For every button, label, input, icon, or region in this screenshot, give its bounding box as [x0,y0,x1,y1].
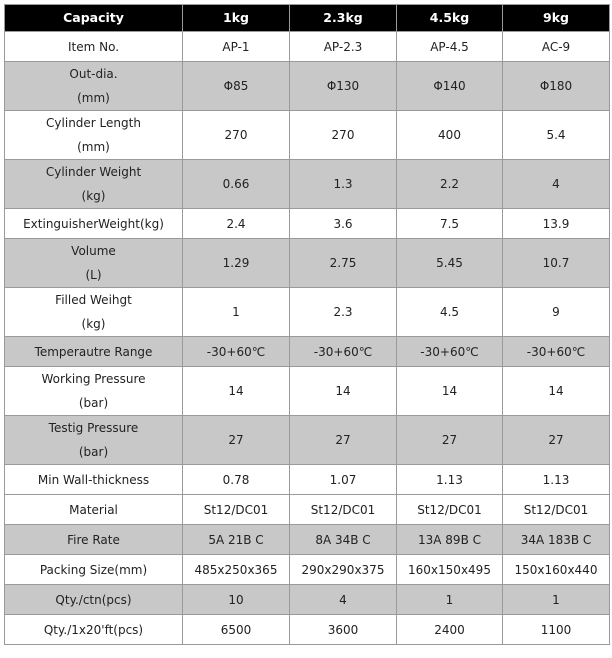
row-label-text: Temperautre Range [34,344,153,359]
cell-value: 27 [397,416,503,465]
row-label-text: Cylinder Length [46,116,141,130]
row-label [5,525,183,555]
cell-value: 14 [503,367,610,416]
cell-value: Φ85 [183,62,290,111]
cell-value: 160x150x495 [397,555,503,585]
row-label-unit: (mm) [77,91,110,105]
cell-value: 0.66 [183,160,290,209]
row-label-text: Testig Pressure [48,421,139,435]
cell-value: 2.4 [183,209,290,239]
cell-value: 14 [183,367,290,416]
row-label-text: Material [69,502,118,517]
cell-value: 3.6 [290,209,397,239]
table-row [5,555,610,585]
cell-value: -30+60℃ [183,337,290,367]
table-row [5,615,610,645]
table-row [5,585,610,615]
cell-value: 34A 183B C [503,525,610,555]
cell-value: 2400 [397,615,503,645]
row-label-unit: (kg) [81,189,106,203]
cell-value: 1.13 [503,465,610,495]
cell-value: 2.75 [290,239,397,288]
header-capacity-1: 1kg [183,5,290,32]
header-capacity-3: 4.5kg [397,5,503,32]
row-label [5,239,183,288]
row-label [5,615,183,645]
cell-value: -30+60℃ [503,337,610,367]
row-label [5,288,183,337]
row-label-text: ExtinguisherWeight(kg) [23,216,164,231]
table-row [5,367,610,416]
cell-value: 1.07 [290,465,397,495]
cell-value: 7.5 [397,209,503,239]
cell-value: -30+60℃ [397,337,503,367]
cell-value: AP-2.3 [290,32,397,62]
row-label [5,337,183,367]
row-label [5,495,183,525]
row-label [5,585,183,615]
table-row [5,288,610,337]
header-capacity-4: 9kg [503,5,610,32]
cell-value: 0.78 [183,465,290,495]
table-row [5,160,610,209]
cell-value: 27 [290,416,397,465]
cell-value: AC-9 [503,32,610,62]
row-label [5,32,183,62]
row-label-unit: (mm) [77,140,110,154]
row-label [5,209,183,239]
cell-value: 1100 [503,615,610,645]
cell-value: 290x290x375 [290,555,397,585]
cell-value: 13.9 [503,209,610,239]
cell-value: 485x250x365 [183,555,290,585]
cell-value: Φ130 [290,62,397,111]
cell-value: 1.29 [183,239,290,288]
table-row [5,62,610,111]
cell-value: 1.3 [290,160,397,209]
cell-value: 3600 [290,615,397,645]
cell-value: St12/DC01 [397,495,503,525]
row-label-text: Volume [71,244,116,258]
cell-value: Φ180 [503,62,610,111]
spec-table-container [4,4,610,645]
cell-value: St12/DC01 [503,495,610,525]
cell-value: 270 [290,111,397,160]
row-label-text: Cylinder Weight [45,165,142,179]
table-row [5,465,610,495]
cell-value: 14 [397,367,503,416]
table-row [5,32,610,62]
spec-table-header [5,5,610,32]
cell-value: 1 [183,288,290,337]
row-label [5,111,183,160]
row-label-text: Working Pressure [41,372,146,386]
cell-value: 13A 89B C [397,525,503,555]
table-row [5,337,610,367]
row-label-unit: (bar) [78,445,109,459]
cell-value: 4 [503,160,610,209]
row-label-text: Out-dia. [69,67,118,81]
row-label [5,367,183,416]
cell-value: AP-4.5 [397,32,503,62]
cell-value: 1 [503,585,610,615]
table-row [5,111,610,160]
row-label-text: Fire Rate [67,532,120,547]
table-row [5,209,610,239]
header-row [5,5,610,32]
row-label [5,465,183,495]
cell-value: 1.13 [397,465,503,495]
header-capacity-2: 2.3kg [290,5,397,32]
cell-value: 27 [503,416,610,465]
cell-value: St12/DC01 [290,495,397,525]
cell-value: 9 [503,288,610,337]
cell-value: 5A 21B C [183,525,290,555]
cell-value: St12/DC01 [183,495,290,525]
header-capacity: Capacity [5,5,183,32]
cell-value: 4.5 [397,288,503,337]
spec-table [4,4,610,645]
row-label-unit: (bar) [78,396,109,410]
row-label-unit: (L) [85,268,102,282]
cell-value: 10.7 [503,239,610,288]
cell-value: 5.4 [503,111,610,160]
row-label-text: Packing Size(mm) [39,562,148,577]
cell-value: 14 [290,367,397,416]
table-row [5,239,610,288]
row-label-text: Qty./1x20'ft(pcs) [43,622,144,637]
cell-value: 270 [183,111,290,160]
row-label [5,416,183,465]
row-label-unit: (kg) [81,317,106,331]
row-label [5,555,183,585]
cell-value: 400 [397,111,503,160]
table-row [5,495,610,525]
table-row [5,525,610,555]
cell-value: 8A 34B C [290,525,397,555]
cell-value: -30+60℃ [290,337,397,367]
row-label [5,160,183,209]
row-label-text: Item No. [67,39,120,54]
row-label-text: Filled Weihgt [55,293,132,307]
row-label-text: Qty./ctn(pcs) [55,592,132,607]
cell-value: AP-1 [183,32,290,62]
cell-value: 27 [183,416,290,465]
table-row [5,416,610,465]
cell-value: 4 [290,585,397,615]
cell-value: 5.45 [397,239,503,288]
cell-value: 2.2 [397,160,503,209]
cell-value: 1 [397,585,503,615]
spec-table-body [5,32,610,645]
row-label-text: Min Wall-thickness [37,472,150,487]
row-label [5,62,183,111]
cell-value: 10 [183,585,290,615]
cell-value: 2.3 [290,288,397,337]
cell-value: Φ140 [397,62,503,111]
cell-value: 6500 [183,615,290,645]
cell-value: 150x160x440 [503,555,610,585]
